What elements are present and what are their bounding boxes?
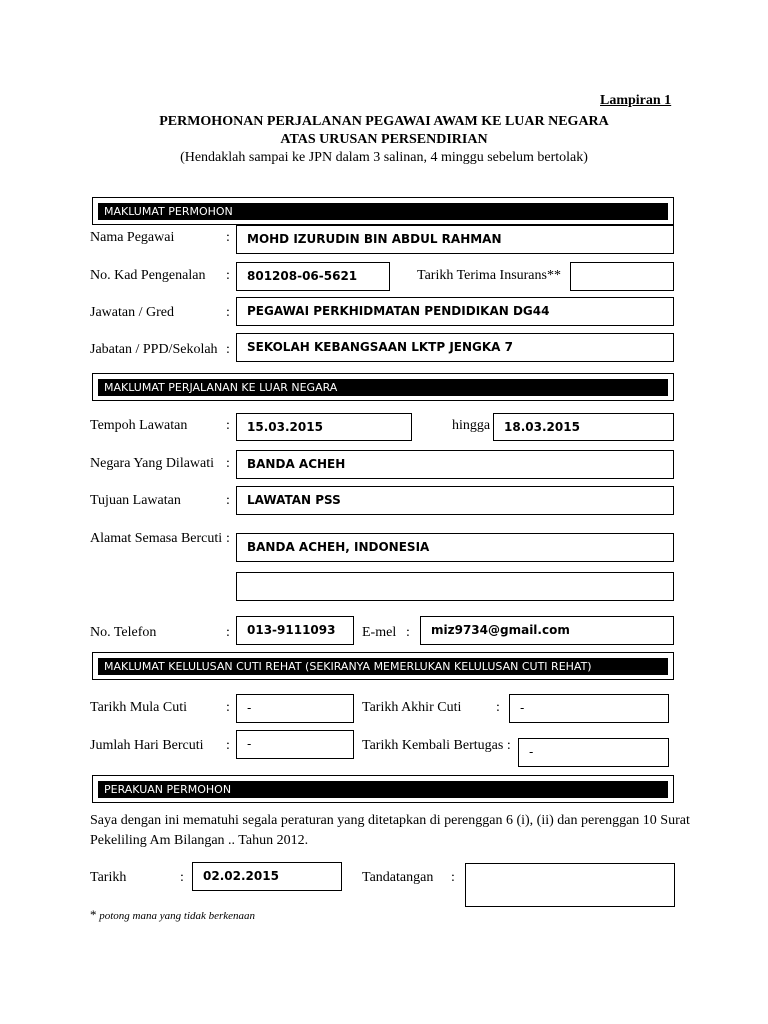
tarikh-terima-insurans-field[interactable]: [570, 262, 674, 291]
colon: :: [226, 456, 230, 471]
colon: :: [226, 268, 230, 283]
colon: :: [226, 493, 230, 508]
jawatan-gred-field[interactable]: PEGAWAI PERKHIDMATAN PENDIDIKAN DG44: [236, 297, 674, 326]
form-title-line1: PERMOHONAN PERJALANAN PEGAWAI AWAM KE LUAR NEGARA: [159, 114, 609, 129]
colon: :: [226, 305, 230, 320]
emel-label: E-mel: [362, 625, 397, 640]
tarikh-akhir-cuti-label: Tarikh Akhir Cuti: [362, 700, 462, 715]
tandatangan-field[interactable]: [465, 863, 675, 907]
tarikh-kembali-bertugas-label: Tarikh Kembali Bertugas :: [362, 738, 511, 753]
tandatangan-label: Tandatangan: [362, 870, 434, 885]
tarikh-label: Tarikh: [90, 870, 127, 885]
section-title-perakuan: PERAKUAN PERMOHON: [98, 781, 668, 798]
tempoh-lawatan-label: Tempoh Lawatan: [90, 418, 188, 433]
colon: :: [226, 738, 230, 753]
colon: :: [226, 625, 230, 640]
tarikh-field[interactable]: 02.02.2015: [192, 862, 342, 891]
section-title-cuti: MAKLUMAT KELULUSAN CUTI REHAT (SEKIRANYA MEMERLUKAN KELULUSAN CUTI REHAT): [98, 658, 668, 675]
tarikh-kembali-bertugas-field[interactable]: -: [518, 738, 669, 767]
hingga-label: hingga: [452, 418, 491, 433]
colon: :: [226, 230, 230, 245]
tujuan-lawatan-label: Tujuan Lawatan: [90, 493, 181, 508]
tarikh-mula-cuti-field[interactable]: -: [236, 694, 354, 723]
alamat-bercuti-field-line2[interactable]: [236, 572, 674, 601]
nama-pegawai-field[interactable]: MOHD IZURUDIN BIN ABDUL RAHMAN: [236, 225, 674, 254]
alamat-bercuti-label: Alamat Semasa Bercuti: [90, 531, 223, 546]
jumlah-hari-bercuti-label: Jumlah Hari Bercuti: [90, 738, 204, 753]
colon: :: [451, 870, 455, 885]
section-title-pemohon: MAKLUMAT PERMOHON: [98, 203, 668, 220]
lampiran-label: Lampiran 1: [600, 93, 672, 108]
colon: :: [226, 418, 230, 433]
tujuan-lawatan-field[interactable]: LAWATAN PSS: [236, 486, 674, 515]
colon: :: [406, 625, 410, 640]
form-title-line2: ATAS URUSAN PERSENDIRIAN: [280, 132, 488, 147]
tarikh-mula-cuti-label: Tarikh Mula Cuti: [90, 700, 188, 715]
colon: :: [226, 342, 230, 357]
colon: :: [496, 700, 500, 715]
jumlah-hari-bercuti-field[interactable]: -: [236, 730, 354, 759]
colon: :: [226, 531, 230, 546]
jabatan-sekolah-field[interactable]: SEKOLAH KEBANGSAAN LKTP JENGKA 7: [236, 333, 674, 362]
footnote-star: *: [90, 907, 97, 922]
tarikh-akhir-cuti-field[interactable]: -: [509, 694, 669, 723]
emel-field[interactable]: miz9734@gmail.com: [420, 616, 674, 645]
form-subtitle: (Hendaklah sampai ke JPN dalam 3 salinan, 4 minggu sebelum bertolak): [180, 150, 588, 165]
negara-dilawati-field[interactable]: BANDA ACHEH: [236, 450, 674, 479]
perakuan-statement: Saya dengan ini mematuhi segala peraturan yang ditetapkan di perenggan 6 (i), (ii) dan perenggan 10 Surat Pekeliling Am Bilangan .. Tahun 2012.: [90, 813, 690, 848]
no-telefon-label: No. Telefon: [90, 625, 157, 640]
nama-pegawai-label: Nama Pegawai: [90, 230, 175, 245]
footnote-text: potong mana yang tidak berkenaan: [99, 910, 256, 922]
colon: :: [180, 870, 184, 885]
colon: :: [226, 700, 230, 715]
alamat-bercuti-field-line1[interactable]: BANDA ACHEH, INDONESIA: [236, 533, 674, 562]
footnote: [90, 907, 255, 923]
section-header-perjalanan: [92, 373, 674, 401]
kad-pengenalan-label: No. Kad Pengenalan: [90, 268, 206, 283]
negara-dilawati-label: Negara Yang Dilawati: [90, 456, 215, 471]
tarikh-terima-insurans-label: Tarikh Terima Insurans**: [417, 268, 561, 283]
section-header-perakuan: [92, 775, 674, 803]
no-telefon-field[interactable]: 013-9111093: [236, 616, 354, 645]
section-title-perjalanan: MAKLUMAT PERJALANAN KE LUAR NEGARA: [98, 379, 668, 396]
jabatan-sekolah-label: Jabatan / PPD/Sekolah: [90, 342, 218, 357]
section-header-cuti: [92, 652, 674, 680]
tempoh-from-field[interactable]: 15.03.2015: [236, 413, 412, 441]
kad-pengenalan-field[interactable]: 801208-06-5621: [236, 262, 390, 291]
tempoh-to-field[interactable]: 18.03.2015: [493, 413, 674, 441]
section-header-pemohon: [92, 197, 674, 225]
jawatan-gred-label: Jawatan / Gred: [90, 305, 174, 320]
